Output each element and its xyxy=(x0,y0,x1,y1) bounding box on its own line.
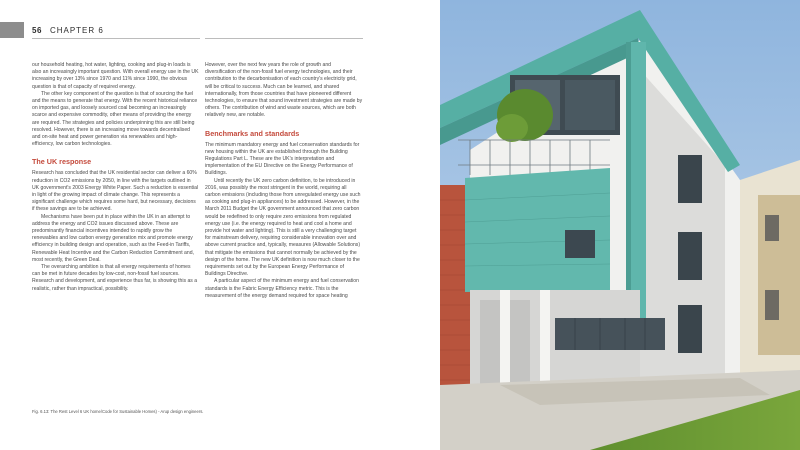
text-column-right xyxy=(205,62,363,300)
paragraph: The overarching ambition is that all energy requirements of homes can be met in future decades by low-cost, non-fossil fuel sources. Research and development, and experience thus far, is showing this as a realistic, rather than impractical, possibility. xyxy=(32,264,198,292)
figure-caption: Fig. 6.13: The Rest Level 6 UK home/Code for Sustainable Homes) - Arup design engineers. xyxy=(32,409,204,414)
right-page-photo xyxy=(440,0,800,450)
section-heading-uk-response: The UK response xyxy=(32,157,92,167)
paragraph: Until recently the UK zero carbon definition, to be introduced in 2016, was possibly the most stringent in the world, requiring all carbon emissions (including those from unregulated energy use such as cooking and plug-in appliances) to be addressed. However, in the March 2011 Budget the UK government announced that zero carbon would be redefined to only require zero emissions from regulated energy use (i.e. the energy required to heat and cool a home and provide hot water and lighting). This is still a very challenging target for mainstream delivery, requiring considerable innovation over and above current practice and, typically, measures (Allowable Solutions) that mitigate the emissions that cannot normally be achieved by the design of the home. The new UK definition is now much closer to the requirements set out by the European Energy Performance of Buildings Directive. xyxy=(205,177,361,278)
section-heading-benchmarks: Benchmarks and standards xyxy=(205,128,300,138)
page-header xyxy=(32,26,104,35)
paragraph: The other key component of the question is that of sourcing the fuel and the means to generate that energy. With the recent historical reliance on imported gas, and loosely sourced coal becoming an increasingly scarce and expensive commodity, other means of providing the energy are required. The strategies and policies underpinning this are still being resolved. However, there is an increasing move towards decentralised and on-site heat and power generation via renewables and high-efficiency, low carbon technologies. xyxy=(32,90,198,148)
paragraph: However, over the next few years the role of growth and diversification of the non-fossil fuel energy technologies, and their contribution to the decarbonisation of each country's electricity grid, will be critical to success. Much can be learned, and shared internationally, from those countries that have pioneered different technologies, to ensure that sound investment strategies are made by others. The contribution of wind and waste sources, which are both relatively new, are notable. xyxy=(205,62,363,119)
header-rule-left xyxy=(32,38,200,39)
paragraph: Mechanisms have been put in place within the UK in an attempt to address the energy and CO2 issues discussed above. These are predominantly financial incentives intended to rapidly grow the renewables and low carbon energy generation mix and promote energy efficiency in building design and operation, such as the Feed-in Tariffs, Renewable Heat Incentive and the Carbon Reduction Commitment and, most recently, the Green Deal. xyxy=(32,213,194,263)
paragraph: our household heating, hot water, lighting, cooking and plug-in loads is also an increasingly important question. With overall energy use in the UK increasing by over 13% since 1970 and 11% since 1990, the obvious question is that of capacity of required energy. xyxy=(32,62,199,90)
chapter-tab-marker xyxy=(0,22,24,38)
page-number: 56 xyxy=(32,26,43,35)
paragraph: Research has concluded that the UK residential sector can deliver a 60% reduction in CO2 emissions by 2050, in line with the targets outlined in UK government's 2003 Energy White Paper. Such a reduction is essential in light of the growing impact of climate change. This represents a significant challenge which requires some hard, but necessary, decisions if these savings are to be achieved. xyxy=(32,170,199,213)
building-photo xyxy=(440,0,800,450)
chapter-label: CHAPTER 6 xyxy=(49,26,104,35)
text-column-left xyxy=(32,62,199,293)
header-rule-right xyxy=(205,38,363,39)
paragraph: A particular aspect of the minimum energy and fuel conservation standards is the Fabric Energy Efficiency metric. This is the measurement of the energy demand required for space heating xyxy=(205,278,359,299)
paragraph: The minimum mandatory energy and fuel conservation standards for new housing within the UK are established through the Building Regulations Part L. These are the UK's interpretation and implementation of the EU Directive on the Energy Performance of Buildings. xyxy=(205,141,360,177)
